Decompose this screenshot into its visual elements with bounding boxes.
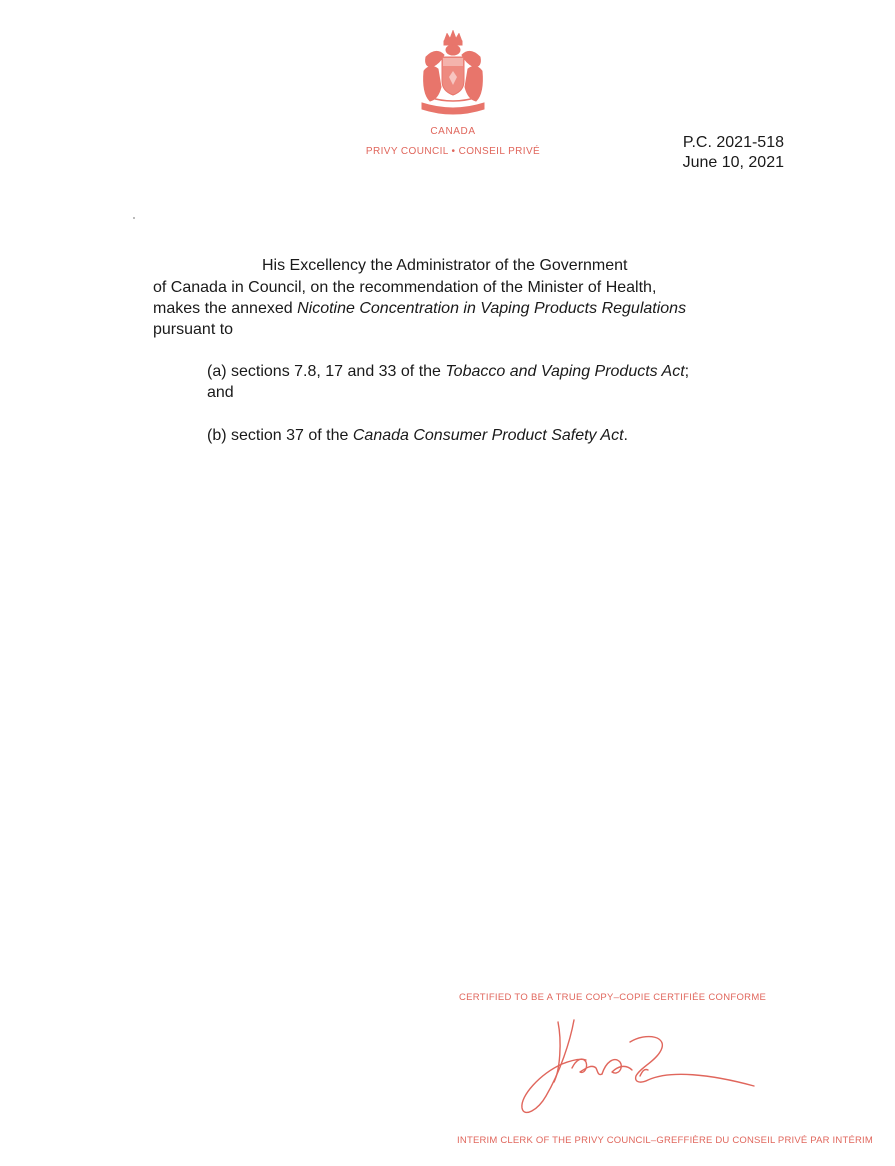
item-a <box>207 362 689 382</box>
item-b <box>207 426 628 446</box>
body-line-4: pursuant to <box>153 321 234 338</box>
item-b-text: (b) section 37 of the <box>207 427 353 444</box>
regulations-title: Nicotine Concentration in Vaping Products Regulations <box>297 300 687 317</box>
coat-of-arms-seal <box>414 27 492 119</box>
item-b-act-title: Canada Consumer Product Safety Act <box>352 427 624 444</box>
body-line-3-text: makes the annexed <box>153 300 298 317</box>
scan-artifact <box>133 217 135 219</box>
item-a-text: (a) sections 7.8, 17 and 33 of the <box>207 363 446 380</box>
item-a-punct: ; <box>684 363 690 380</box>
order-date: June 10, 2021 <box>682 154 784 171</box>
order-number: P.C. 2021-518 <box>682 134 784 151</box>
item-a-continuation: and <box>207 384 234 401</box>
body-line-3 <box>153 299 686 319</box>
header-privy-council: PRIVY COUNCIL • CONSEIL PRIVÉ <box>365 146 541 157</box>
body-line-1: His Excellency the Administrator of the Government <box>262 257 628 274</box>
item-b-punct: . <box>623 427 628 444</box>
item-a-act-title: Tobacco and Vaping Products Act <box>445 363 685 380</box>
body-line-2: of Canada in Council, on the recommendation of the Minister of Health, <box>153 279 657 296</box>
certified-true-copy-label: CERTIFIED TO BE A TRUE COPY–COPIE CERTIFIÉE CONFORME <box>459 992 767 1003</box>
interim-clerk-label: INTERIM CLERK OF THE PRIVY COUNCIL–GREFFIÈRE DU CONSEIL PRIVÉ PAR INTÉRIM <box>457 1135 873 1146</box>
clerk-signature <box>510 1012 770 1122</box>
header-country: CANADA <box>430 126 476 137</box>
